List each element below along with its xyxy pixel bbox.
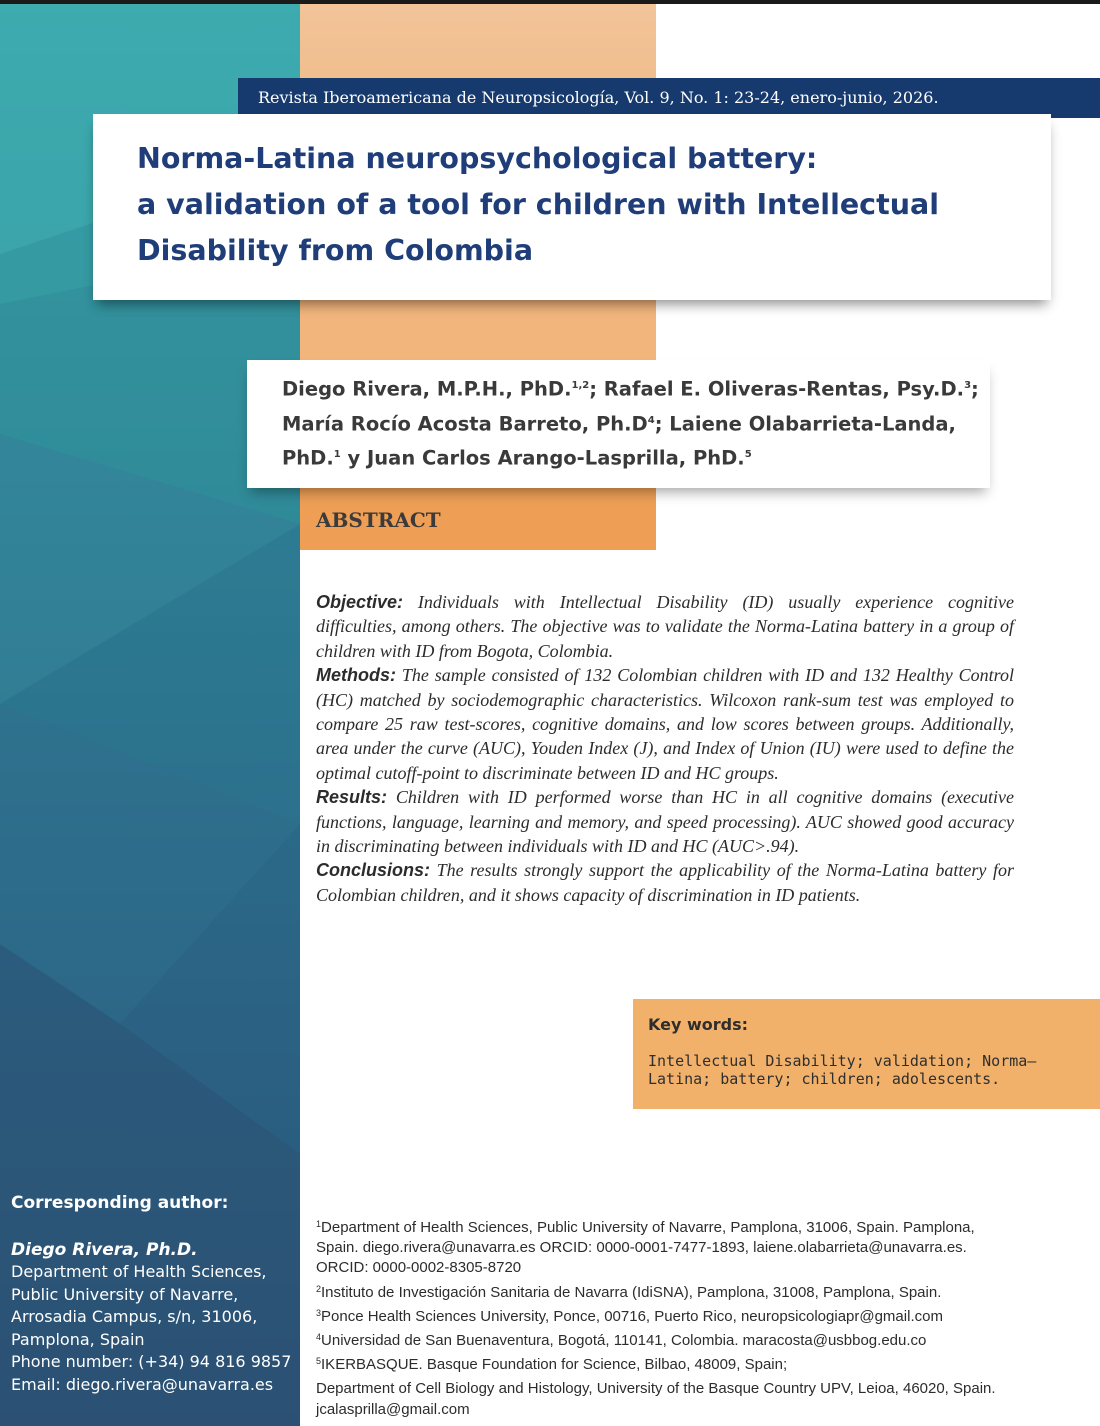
methods-label: Methods: bbox=[316, 665, 396, 686]
affiliation-text: Department of Cell Biology and Histology, University of the Basque Country UPV, Leioa, 46020, Spain. jcalasprilla@gmail.com bbox=[316, 1380, 996, 1418]
results-label: Results: bbox=[316, 787, 388, 808]
affiliation-number: 1 bbox=[316, 1219, 322, 1229]
corresponding-address-line: Public University of Navarre, bbox=[11, 1284, 239, 1304]
affiliation-text: Universidad de San Buenaventura, Bogotá, 110141, Colombia. maracosta@usbbog.edu.co bbox=[321, 1332, 927, 1350]
conclusions-label: Conclusions: bbox=[316, 860, 431, 881]
abstract-heading: ABSTRACT bbox=[316, 508, 441, 532]
affiliation-item bbox=[316, 1303, 1016, 1327]
corresponding-heading: Corresponding author: bbox=[11, 1193, 229, 1213]
corresponding-phone: Phone number: (+34) 94 816 9857 bbox=[11, 1352, 292, 1371]
affiliation-number: 2 bbox=[316, 1283, 322, 1294]
corresponding-name: Diego Rivera, Ph.D. bbox=[11, 1239, 198, 1260]
abstract-body bbox=[316, 590, 1014, 907]
author-name: y Juan Carlos Arango-Lasprilla, PhD. bbox=[340, 446, 745, 470]
author-affiliation-ref: 4 bbox=[647, 414, 655, 426]
affiliation-text: Department of Health Sciences, Public University of Navarre, Pamplona, 31006, Spain. Pamplona, Spain. diego.rivera@unavarra.es ORCID: 0000-0001-7477-1893, laiene.olabarrieta@unavarra.es. ORCID: 0000-0002-8305-8720 bbox=[316, 1219, 975, 1277]
keywords-heading: Key words: bbox=[648, 1015, 749, 1034]
affiliation-number: 5 bbox=[316, 1356, 322, 1367]
abstract-conclusions bbox=[316, 858, 1014, 907]
title-box bbox=[93, 114, 1051, 300]
conclusions-text: The results strongly support the applicability of the Norma-Latina battery for Colombian children, and it shows capacity of discrimination in ID patients. bbox=[316, 860, 1014, 905]
author-name: ; Rafael E. Oliveras-Rentas, Psy.D. bbox=[589, 377, 965, 401]
authors-box bbox=[247, 360, 990, 488]
keywords-box bbox=[633, 999, 1100, 1109]
author-affiliation-ref: 5 bbox=[744, 449, 752, 460]
affiliation-text: IKERBASQUE. Basque Foundation for Science, Bilbao, 48009, Spain; bbox=[321, 1356, 788, 1374]
article-title bbox=[137, 136, 1017, 274]
abstract-results bbox=[316, 785, 1014, 858]
methods-text: The sample consisted of 132 Colombian children with ID and 132 Healthy Control (HC) matched by sociodemographic characteristics. Wilcoxon rank-sum test was employed to compare 25 raw test-scores, cognitive domains, and low scores between groups. Additionally, area under the curve (AUC), Youden Index (J), and Index of Union (IU) were used to define the optimal cutoff-point to discriminate between ID and HC groups. bbox=[316, 665, 1014, 783]
corresponding-address-line: Pamplona, Spain bbox=[11, 1329, 145, 1349]
affiliation-item bbox=[316, 1327, 1016, 1351]
author-name: ; Laiene Olabarrieta-Landa, PhD. bbox=[282, 412, 956, 470]
corresponding-address-line: Department of Health Sciences, bbox=[11, 1262, 267, 1281]
author-affiliation-ref: 1,2 bbox=[571, 380, 590, 391]
affiliations-footnotes bbox=[316, 1214, 1016, 1420]
affiliation-item bbox=[316, 1375, 1016, 1419]
abstract-methods bbox=[316, 663, 1014, 785]
title-line-1: Norma-Latina neuropsychological battery: bbox=[137, 142, 818, 175]
abstract-objective bbox=[316, 590, 1014, 663]
objective-text: Individuals with Intellectual Disability (ID) usually experience cognitive difficulties, among others. The objective was to validate the Norma-Latina battery in a group of children with ID from Bogota, Colombia. bbox=[316, 592, 1014, 661]
affiliation-number: 3 bbox=[316, 1307, 322, 1318]
results-text: Children with ID performed worse than HC in all cognitive domains (executive functions, language, learning and memory, and speed processing). AUC showed good accuracy in discriminating between individuals with ID and HC (AUC>.94). bbox=[316, 787, 1014, 857]
affiliation-item bbox=[316, 1279, 1016, 1303]
affiliation-item bbox=[316, 1351, 1016, 1375]
title-line-2: a validation of a tool for children with Intellectual bbox=[137, 188, 939, 221]
affiliation-number: 4 bbox=[316, 1332, 322, 1343]
affiliation-item bbox=[316, 1214, 1016, 1279]
author-name: Diego Rivera, M.P.H., PhD. bbox=[282, 377, 572, 401]
corresponding-email: Email: diego.rivera@unavarra.es bbox=[11, 1374, 274, 1394]
author-name: ; María Rocío Acosta Barreto, Ph.D bbox=[282, 377, 979, 435]
journal-citation: Revista Iberoamericana de Neuropsicología, Vol. 9, No. 1: 23-24, enero-junio, 2026. bbox=[258, 88, 939, 107]
affiliation-text: Instituto de Investigación Sanitaria de Navarra (IdiSNA), Pamplona, 31008, Pamplona, Spain. bbox=[321, 1283, 942, 1301]
title-line-3: Disability from Colombia bbox=[137, 234, 534, 267]
author-affiliation-ref: 3 bbox=[964, 380, 972, 391]
decorative-orange-band-middle bbox=[300, 300, 656, 360]
keywords-text: Intellectual Disability; validation; Norma–Latina; battery; children; adolescents. bbox=[648, 1052, 1037, 1088]
journal-citation-bar bbox=[238, 78, 1100, 118]
author-list bbox=[282, 370, 992, 474]
objective-label: Objective: bbox=[316, 592, 404, 612]
affiliation-text: Ponce Health Sciences University, Ponce, 00716, Puerto Rico, neuropsicologiapr@gmail.com bbox=[321, 1307, 943, 1325]
corresponding-author-block bbox=[11, 1192, 296, 1396]
corresponding-address-line: Arrosadia Campus, s/n, 31006, bbox=[11, 1307, 258, 1326]
author-affiliation-ref: 1 bbox=[333, 449, 341, 460]
